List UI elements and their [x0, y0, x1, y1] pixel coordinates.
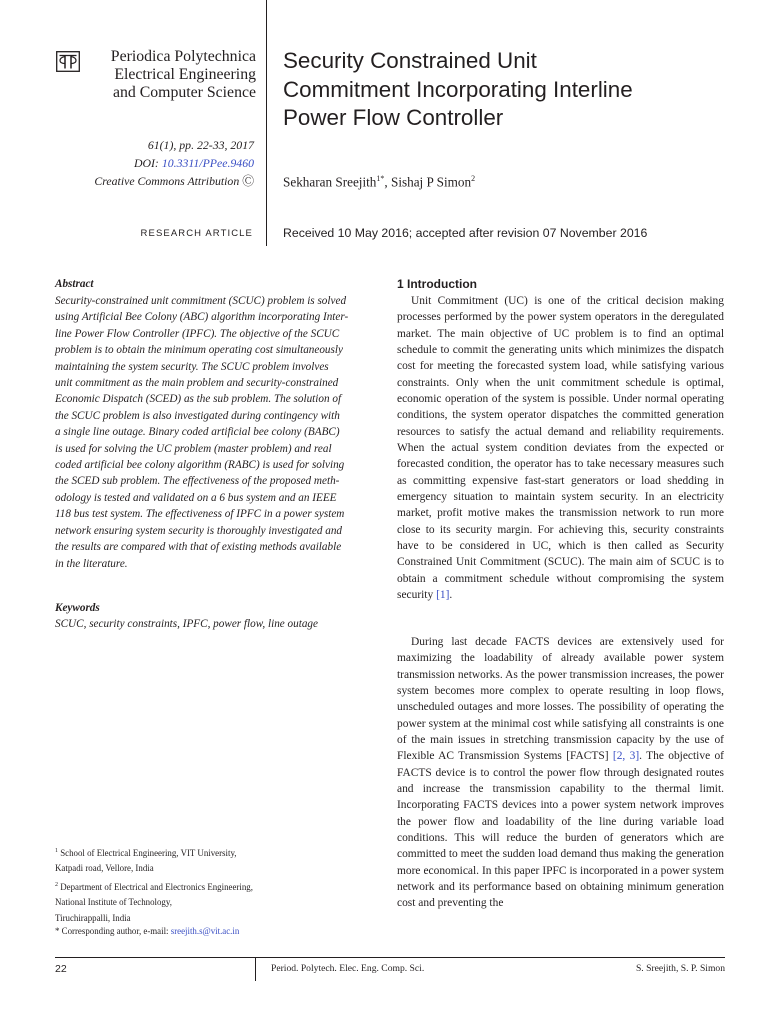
citation-link[interactable]: [1] — [436, 588, 450, 601]
keywords-heading: Keywords — [55, 602, 100, 614]
intro-paragraph-2 — [397, 634, 724, 912]
footer-rule — [55, 957, 725, 958]
author-list — [283, 174, 753, 190]
abstract-line: coded artificial bee colony algorithm (RABC) is used for solving — [55, 459, 345, 472]
footnote-line — [55, 844, 315, 861]
footnote-text: Department of Electrical and Electronics Engineering, — [58, 881, 253, 892]
volume-pages: 61(1), pp. 22-33, 2017 — [147, 138, 254, 152]
footnote-text: School of Electrical Engineering, VIT University, — [58, 847, 237, 858]
paragraph-text: Unit Commitment (UC) is one of the critical decision making processes performed by the power system operators in the deregulated market. The main objective of UC problem is to find an optimal schedule to commit the generating units which minimizes the dispatch cost for meeting the forecasted system load, while satisfying various constraints. Only when the unit commitment schedule is optimal, economic operation of the system is possible. Under normal operating conditions, the system operator dispatches the committed generation resources to satisfy the actual demand and reliability requirements. When the actual system condition deviates from the expected or forecasted condition, the operator has to take necessary measures such as committing expensive fast-start generators or load shedding in emergency situation to maintain system security. In an electricity market, profit motive makes the transmission network to run more close to its security margin. For achieving this, security constraints have to be considered in UC, which is then called as Security Constrained Unit Commitment (SCUC). The main aim of SCUC is to obtain a commitment schedule without compromising the system security — [397, 295, 724, 601]
footnote-line — [55, 878, 315, 895]
footer-divider — [255, 957, 256, 981]
article-title — [283, 47, 753, 133]
title-line: Power Flow Controller — [283, 105, 504, 131]
article-type: RESEARCH ARTICLE — [140, 228, 253, 239]
abstract-line: maintaining the system security. The SCUC problem involves — [55, 360, 329, 373]
footnote-affiliation-2 — [55, 878, 315, 926]
received-dates: Received 10 May 2016; accepted after revision 07 November 2016 — [283, 226, 648, 240]
abstract-line: is used for solving the UC problem (master problem) and real — [55, 442, 332, 455]
author-separator: , — [384, 174, 391, 190]
footnote-line: Tiruchirappalli, India — [55, 912, 131, 923]
footnote-mark: 2 — [55, 882, 58, 888]
doi-label: DOI: — [133, 155, 162, 170]
title-line: Commitment Incorporating Interline — [283, 76, 633, 102]
footnote-line: National Institute of Technology, — [55, 897, 172, 908]
license-text: Creative Commons Attribution — [94, 173, 240, 188]
doi-line — [50, 155, 254, 173]
author-name: Sishaj P Simon — [390, 174, 472, 190]
abstract-line: using Artificial Bee Colony (ABC) algorithm incorporating Inter- — [55, 311, 349, 324]
paragraph-text: During last decade FACTS devices are extensively used for maximizing the loadability of already available power system transmission networks. As the power transmission increases, the power system becomes more complex to operate resulting in loop flows, unscheduled outages and more losses. The possibility of operating the power system at the minimal cost while satisfying all constraints is one of the main issues in stretching transmission capacity by the use of Flexible AC Transmission Systems [FACTS] — [397, 636, 724, 763]
abstract-line: a single line outage. Binary coded artificial bee colony (BABC) — [55, 426, 340, 439]
abstract-heading: Abstract — [55, 278, 94, 290]
abstract-line: the results are compared with that of existing methods available — [55, 541, 342, 554]
abstract-line: unit commitment as the main problem and security-constrained — [55, 377, 339, 390]
intro-paragraph-1 — [397, 293, 724, 603]
paragraph-text: . — [449, 588, 453, 601]
author-name: Sekharan Sreejith — [283, 174, 377, 190]
creative-commons-icon: Ⓒ — [242, 173, 254, 188]
title-line: Security Constrained Unit — [283, 48, 537, 73]
citation-link[interactable]: [2, 3] — [612, 750, 640, 763]
abstract-line: problem is to obtain the minimum operating cost simultaneously — [55, 344, 343, 357]
footnote-corresponding — [55, 924, 315, 940]
author-affiliation-mark: 1* — [376, 174, 385, 183]
abstract-line: Security-constrained unit commitment (SCUC) problem is solved — [55, 295, 347, 307]
page-number: 22 — [55, 963, 67, 975]
footnote-affiliation-1 — [55, 844, 315, 877]
journal-name-line: Electrical Engineering — [114, 66, 256, 84]
abstract-line: odology is tested and validated on a 6 bus system and an IEEE — [55, 491, 337, 504]
paragraph-text: . The objective of FACTS device is to control the power flow through designated routes and increase the transmission capability to the thermal limit. Incorporating FACTS devices into a power system network improves the power flow and loadability of the line during variable load conditions. This will reduce the burden of generators which are committed to meet the sudden load demand thus making the generation more economical. In this paper IPFC is incorporated in a power system network and its performance based on obtaining minimum generation cost and preventing the — [397, 750, 724, 910]
corresponding-label: * Corresponding author, e-mail: — [55, 926, 171, 936]
abstract-line: 118 bus test system. The effectiveness of IPFC in a power system — [55, 508, 345, 521]
section-heading: 1 Introduction — [397, 277, 477, 291]
journal-name-line: and Computer Science — [112, 84, 256, 102]
journal-name — [84, 48, 256, 103]
email-link[interactable]: sreejith.s@vit.ac.in — [170, 926, 240, 936]
header-divider — [266, 0, 267, 246]
license-line — [50, 173, 254, 191]
journal-logo-icon — [56, 51, 80, 72]
footnote-line: Katpadi road, Vellore, India — [55, 863, 154, 874]
running-authors: S. Sreejith, S. P. Simon — [635, 963, 725, 974]
abstract-line: line Power Flow Controller (IPFC). The objective of the SCUC — [55, 327, 340, 340]
abstract-line: Economic Dispatch (SCED) as the sub problem. The solution of — [55, 393, 342, 406]
abstract-line: the SCUC problem is also investigated during contingency with — [55, 409, 340, 422]
footnote-mark: 1 — [55, 848, 58, 854]
journal-abbreviation: Period. Polytech. Elec. Eng. Comp. Sci. — [271, 963, 425, 974]
journal-name-line: Periodica Polytechnica — [110, 48, 256, 65]
abstract-body — [55, 293, 382, 572]
author-affiliation-mark: 2 — [471, 174, 476, 183]
abstract-line: network ensuring system security is thoroughly investigated and — [55, 524, 343, 537]
abstract-line: in the literature. — [55, 557, 128, 570]
article-meta — [50, 137, 254, 190]
doi-link[interactable]: 10.3311/PPee.9460 — [161, 155, 254, 170]
abstract-line: the SCED sub problem. The effectiveness of the proposed meth- — [55, 475, 340, 488]
keywords-text: SCUC, security constraints, IPFC, power flow, line outage — [55, 618, 318, 630]
